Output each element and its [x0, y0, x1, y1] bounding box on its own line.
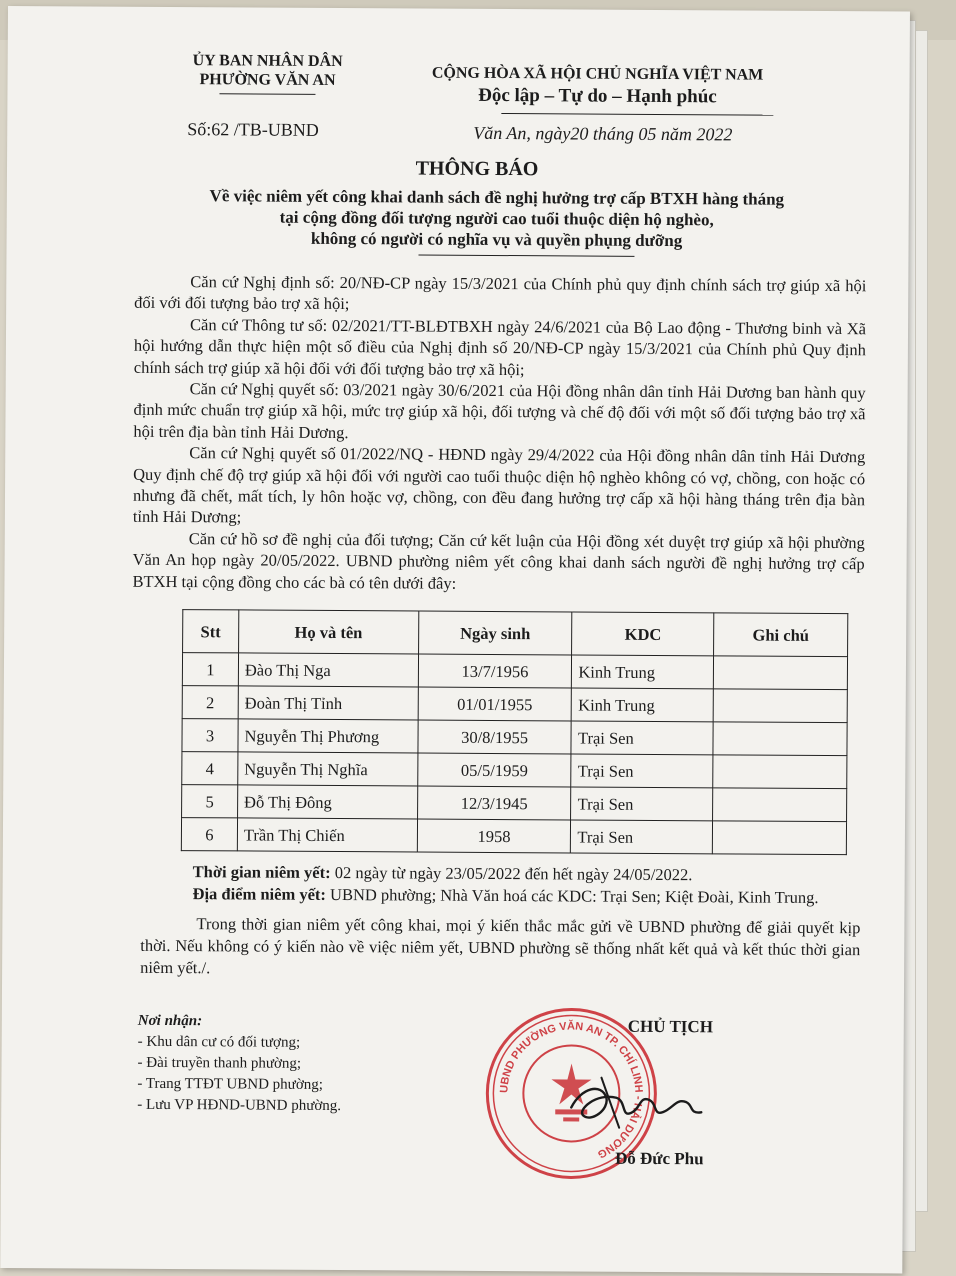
- cell-kdc: Trại Sen: [571, 754, 713, 788]
- cell-note: [713, 821, 847, 855]
- col-header: Stt: [183, 610, 239, 653]
- cell-dob: 05/5/1959: [417, 753, 571, 787]
- col-header: Ghi chú: [714, 613, 848, 657]
- issuing-authority: [157, 51, 377, 90]
- cell-kdc: Kinh Trung: [572, 688, 714, 722]
- cell-stt: 2: [182, 686, 238, 719]
- recipients-block: [137, 1011, 438, 1118]
- national-motto: [397, 62, 797, 108]
- recipients-label: Nơi nhận:: [137, 1012, 203, 1030]
- cell-note: [713, 788, 847, 822]
- paragraph: Căn cứ hồ sơ đề nghị của đối tượng; Căn cứ kết luận của Hội đồng xét duyệt trợ giúp xã hội phường Văn An họp ngày 20/05/2022. UBND phường niêm yết công khai danh sách người đề nghị hưởng trợ cấp BTXH tại cộng đồng cho các bà có tên dưới đây:: [132, 528, 865, 593]
- cell-note: [714, 656, 848, 690]
- cell-stt: 3: [182, 719, 238, 752]
- cell-stt: 5: [182, 785, 238, 818]
- signature: [561, 1067, 711, 1138]
- cell-dob: 01/01/1955: [418, 687, 572, 721]
- cell-dob: 30/8/1955: [418, 720, 572, 754]
- beneficiary-table: [181, 609, 848, 855]
- cell-dob: 1958: [417, 819, 571, 853]
- col-header: Họ và tên: [238, 610, 418, 654]
- cell-stt: 4: [182, 752, 238, 785]
- title-underline: [418, 255, 634, 257]
- org-line-2: PHƯỜNG VĂN AN: [199, 71, 336, 90]
- signer-name: Đỗ Đức Phu: [614, 1148, 704, 1169]
- cell-note: [713, 689, 847, 723]
- subtitle-line: Về việc niêm yết công khai danh sách đề nghị hưởng trợ cấp BTXH hàng tháng: [209, 186, 785, 209]
- cell-name: Nguyễn Thị Nghĩa: [238, 752, 418, 786]
- document-number: Số:62 /TB-UBND: [187, 119, 319, 140]
- cell-kdc: Kinh Trung: [572, 655, 714, 689]
- cell-kdc: Trại Sen: [571, 820, 713, 854]
- cell-name: Đào Thị Nga: [238, 653, 418, 687]
- paragraph: Căn cứ Thông tư số: 02/2021/TT-BLĐTBXH ngày 24/6/2021 của Bộ Lao động - Thương binh và Xã hội hướng dẫn thực hiện một số điều của Nghị định số 20/NĐ-CP ngày 15/3/2021 của Chính phủ Quy định chính sách trợ giúp xã hội đối với đối tượng bảo trợ xã hội;: [133, 314, 867, 379]
- cell-note: [713, 755, 847, 789]
- posting-place-value: UBND phường; Nhà Văn hoá các KDC: Trại Sen; Kiệt Đoài, Kinh Trung.: [325, 884, 819, 907]
- cell-stt: 6: [181, 818, 237, 851]
- paragraph: Căn cứ Nghị quyết số: 03/2021 ngày 30/6/2021 của Hội đồng nhân dân tỉnh Hải Dương ban hành quy định mức chuẩn trợ giúp xã hội, mức trợ giúp xã hội, đối tượng và chế độ đối với một số đối tượng bảo trợ xã hội trên địa bàn tỉnh Hải Dương.: [133, 379, 866, 442]
- cell-dob: 12/3/1945: [417, 786, 571, 820]
- recipient-item: - Đài truyền thanh phường;: [137, 1054, 302, 1072]
- col-header: Ngày sinh: [418, 611, 572, 655]
- document-page: [0, 6, 910, 1273]
- closing-paragraph: Trong thời gian niêm yết công khai, mọi ý kiến thắc mắc gửi về UBND phường để giải quyết kịp thời. Nếu không có ý kiến nào về việc niêm yết, UBND phường sẽ thống nhất kết quả và kết thúc thời gian niêm yết./.: [140, 914, 861, 978]
- posting-place-label: Địa điểm niêm yết:: [192, 884, 326, 904]
- table-row: [182, 719, 847, 756]
- recipient-item: - Lưu VP HĐND-UBND phường.: [137, 1096, 342, 1115]
- table-row: [182, 785, 847, 822]
- stamp-ring-text: UBND PHƯỜNG VĂN AN TP. CHÍ LINH - HẢI DƯƠNG: [498, 1020, 645, 1161]
- cell-name: Đỗ Thị Đông: [237, 785, 417, 819]
- posting-details: [140, 861, 861, 983]
- cell-stt: 1: [182, 653, 238, 686]
- cell-dob: 13/7/1956: [418, 654, 572, 688]
- cell-name: Đoàn Thị Tỉnh: [238, 686, 418, 720]
- paragraph: Căn cứ Nghị quyết số 01/2022/NQ - HĐND ngày 29/4/2022 của Hội đồng nhân dân tỉnh Hải Dương Quy định chế độ trợ giúp xã hội đối với người cao tuổi thuộc diện hộ nghèo không có vợ, chồng, con hoặc có nhưng đã chết, mất tích, ly hôn hoặc vợ, chồng, con đều đang hưởng trợ cấp xã hội hàng tháng trên địa bàn tỉnh Hải Dương;: [132, 443, 866, 527]
- cell-note: [713, 722, 847, 756]
- motto-underline: [501, 113, 773, 116]
- table-row: [182, 686, 847, 723]
- posting-time-label: Thời gian niêm yết:: [192, 862, 331, 882]
- cell-name: Nguyễn Thị Phương: [238, 719, 418, 753]
- table-header-row: [183, 610, 848, 657]
- document-subtitle: [147, 185, 847, 252]
- cell-name: Trần Thị Chiến: [237, 818, 417, 852]
- subtitle-line: tại cộng đồng đối tượng người cao tuổi thuộc diện hộ nghèo,: [279, 207, 714, 230]
- table-row: [182, 752, 847, 789]
- cell-kdc: Trại Sen: [571, 787, 713, 821]
- signer-title: CHỦ TỊCH: [627, 1016, 714, 1037]
- table-row: [181, 818, 846, 855]
- legal-basis: [132, 271, 866, 597]
- document-title: THÔNG BÁO: [415, 157, 539, 181]
- country-name: CỘNG HÒA XÃ HỘI CHỦ NGHĨA VIỆT NAM: [431, 64, 764, 84]
- document-date: Văn An, ngày20 tháng 05 năm 2022: [473, 122, 733, 145]
- recipient-item: - Khu dân cư có đối tượng;: [137, 1033, 301, 1051]
- cell-kdc: Trại Sen: [571, 721, 713, 755]
- posting-place: [141, 883, 861, 909]
- org-line-1: ỦY BAN NHÂN DÂN: [192, 52, 343, 71]
- recipients-list: [137, 1032, 438, 1118]
- paragraph: Căn cứ Nghị định số: 20/NĐ-CP ngày 15/3/2021 của Chính phủ quy định chính sách trợ giúp xã hội đối với đối tượng bảo trợ xã hội;: [134, 272, 867, 314]
- col-header: KDC: [572, 612, 714, 656]
- org-underline: [219, 93, 315, 95]
- table-row: [182, 653, 847, 690]
- recipient-item: - Trang TTĐT UBND phường;: [137, 1075, 323, 1093]
- subtitle-line: không có người có nghĩa vụ và quyền phụng dưỡng: [310, 228, 683, 251]
- motto: Độc lập – Tự do – Hạnh phúc: [478, 84, 717, 108]
- posting-time-value: 02 ngày từ ngày 23/05/2022 đến hết ngày 24/05/2022.: [330, 862, 693, 885]
